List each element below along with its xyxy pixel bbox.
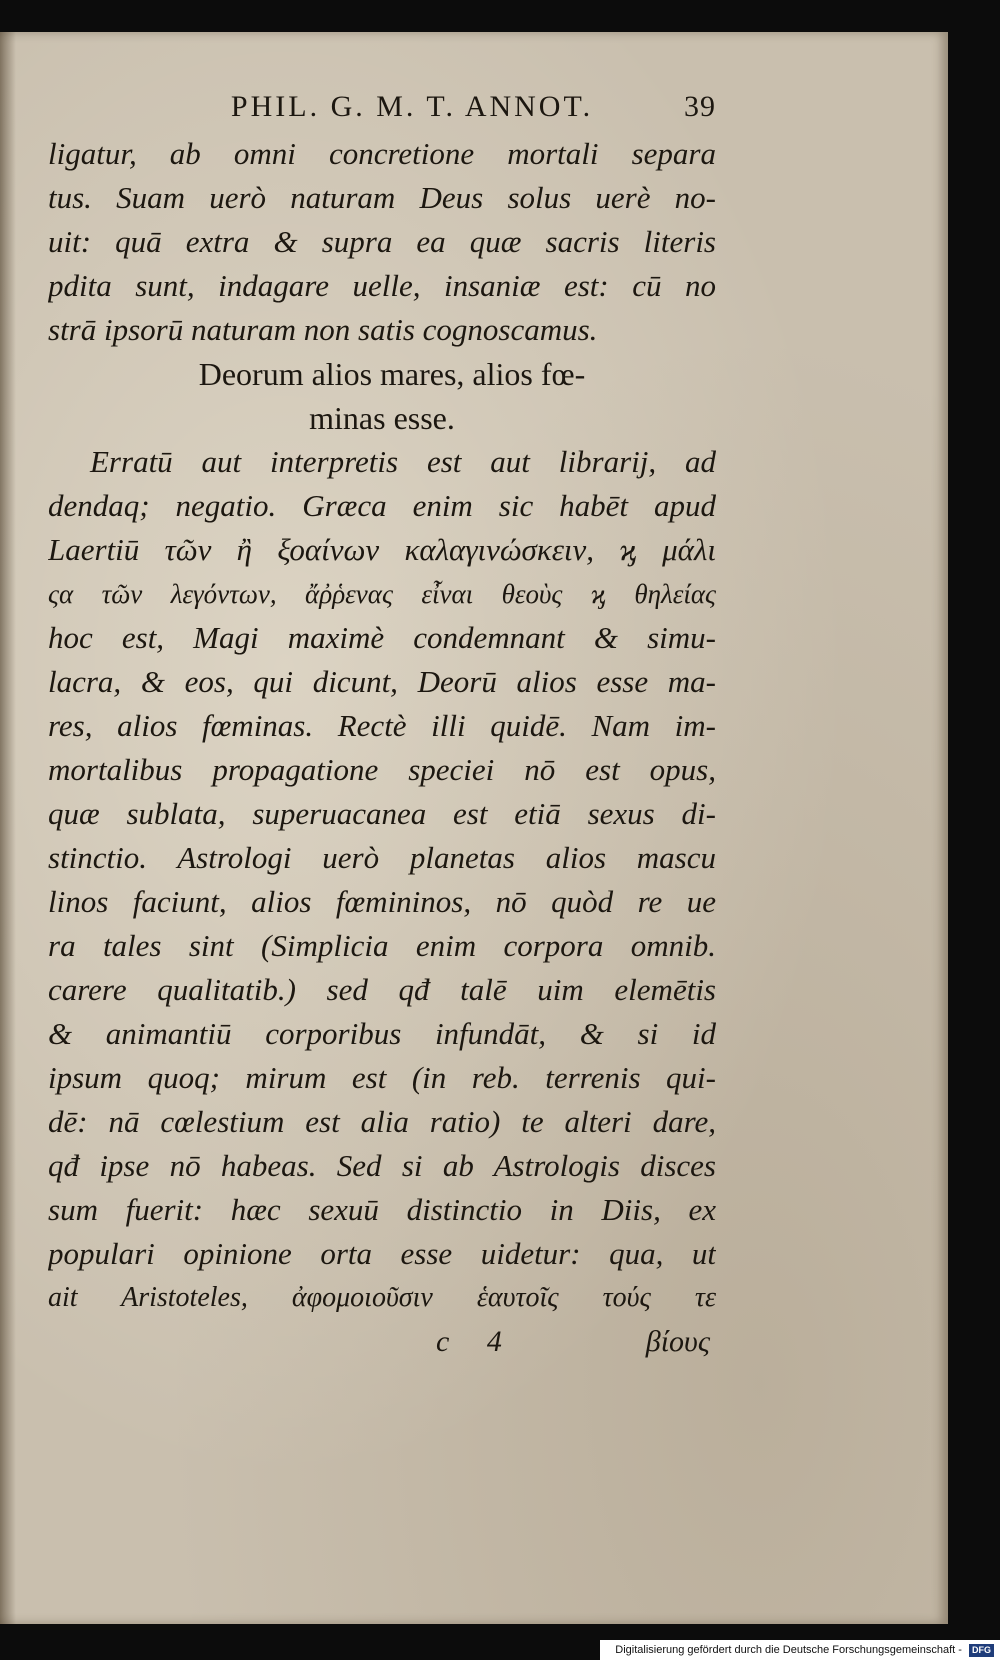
page-gutter-shadow bbox=[0, 32, 16, 1624]
text-line: res, alios fœminas. Rectè illi quidē. Nam im- bbox=[48, 708, 716, 743]
text-line: mortalibus propagatione speciei nō est opus, bbox=[48, 752, 716, 787]
text-line: & animantiū corporibus infundāt, & si id bbox=[48, 1016, 716, 1051]
text-line: dendaq; negatio. Græca enim sic habēt apud bbox=[48, 488, 716, 523]
text-line: ligatur, ab omni concretione mortali separa bbox=[48, 136, 716, 171]
text-line: qđ ipse nō habeas. Sed si ab Astrologis disces bbox=[48, 1148, 716, 1183]
text-line: sum fuerit: hæc sexuū distinctio in Diis, ex bbox=[48, 1192, 716, 1227]
signature-mark: c 4 bbox=[436, 1325, 502, 1358]
running-head-title: PHIL. G. M. T. ANNOT. bbox=[230, 90, 594, 123]
text-line: linos faciunt, alios fœmininos, nō quòd re ue bbox=[48, 884, 716, 919]
text-line: stinctio. Astrologi uerò planetas alios mascu bbox=[48, 840, 716, 875]
section-heading-line-2: minas esse. bbox=[309, 400, 455, 436]
folio-number: 39 bbox=[684, 90, 716, 123]
running-head bbox=[48, 90, 716, 132]
text-line: populari opinione orta esse uidetur: qua, ut bbox=[48, 1236, 716, 1271]
text-line: quæ sublata, superuacanea est etiā sexus di- bbox=[48, 796, 716, 831]
text-line: pdita sunt, indagare uelle, insaniæ est: cū no bbox=[48, 268, 716, 303]
text-line: uit: quā extra & supra ea quæ sacris literis bbox=[48, 224, 716, 259]
dfg-logo: DFG bbox=[969, 1644, 994, 1657]
book-page bbox=[0, 32, 948, 1624]
funding-credit-text: Digitalisierung gefördert durch die Deutsche Forschungsgemeinschaft - bbox=[615, 1644, 962, 1656]
catchword: βίους bbox=[645, 1325, 710, 1358]
text-line: ipsum quoq; mirum est (in reb. terrenis qui- bbox=[48, 1060, 716, 1095]
funding-credit-bar bbox=[600, 1640, 1000, 1660]
text-line: ra tales sint (Simplicia enim corpora omnib. bbox=[48, 928, 716, 963]
text-line: tus. Suam uerò naturam Deus solus uerè no- bbox=[48, 180, 716, 215]
page-footer-line bbox=[48, 1320, 716, 1364]
text-line: Erratū aut interpretis est aut librarij, ad bbox=[90, 444, 716, 479]
text-line: dē: nā cœlestium est alia ratio) te alteri dare, bbox=[48, 1104, 716, 1139]
section-heading-line-1: Deorum alios mares, alios fœ- bbox=[198, 356, 586, 392]
text-line: Laertiū τῶν ἢ ξοαίνων καλαγινώσκειν, ϗ μάλι bbox=[48, 532, 716, 567]
text-line: strā ipsorū naturam non satis cognoscamus. bbox=[48, 312, 598, 347]
text-line: lacra, & eos, qui dicunt, Deorū alios esse ma- bbox=[48, 664, 716, 699]
text-line: hoc est, Magi maximè condemnant & simu- bbox=[48, 620, 716, 655]
text-line: carere qualitatib.) sed qđ talē uim elemētis bbox=[48, 972, 716, 1007]
text-line: ςα τῶν λεγόντων, ἄῤῥενας εἶναι θεοὺς ϗ θηλείας bbox=[48, 579, 716, 609]
text-block bbox=[48, 90, 716, 1364]
text-line: ait Aristoteles, ἀφομοιοῦσιν ἑαυτοῖς τούς τε bbox=[48, 1282, 716, 1313]
